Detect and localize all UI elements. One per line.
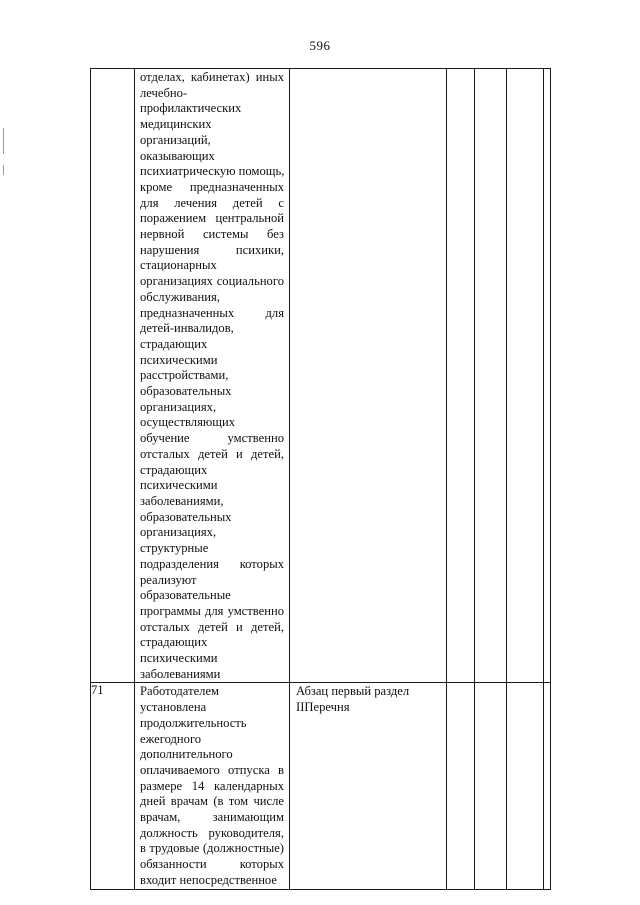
text-line: Перечня <box>304 700 350 715</box>
reference-cell <box>290 683 447 889</box>
text-line: страдающих <box>140 462 208 477</box>
text-line: заболеваниями, <box>140 493 224 508</box>
text-line: программы для умственно <box>140 603 284 618</box>
text-line: реализуют <box>140 572 197 587</box>
text-line: для лечения детей с <box>140 195 284 210</box>
text-line: размере 14 календарных <box>140 778 284 793</box>
mark-cell-3 <box>507 69 544 683</box>
text-line: нарушения психики, <box>140 242 284 257</box>
text-line: установлена <box>140 700 207 715</box>
mark-cell-1 <box>447 69 475 683</box>
text-line: психическими <box>140 651 218 666</box>
text-line: организациях, <box>140 399 217 414</box>
text-line: ежегодного <box>140 731 202 746</box>
mark-cell-4 <box>544 683 551 889</box>
text-line: лечебно- <box>140 85 188 100</box>
scan-edge-mark <box>3 165 4 175</box>
text-line: предназначенных для <box>140 305 284 320</box>
text-line: кроме предназначенных <box>140 179 284 194</box>
row-number-cell <box>91 69 135 683</box>
text-line: детей-инвалидов, <box>140 321 234 336</box>
text-line: Абзац первый раздел II <box>296 684 410 715</box>
text-line: психическими <box>140 352 218 367</box>
text-line: врачам, занимающим <box>140 810 284 825</box>
mark-cell-4 <box>544 69 551 683</box>
text-line: дней врачам (в том числе <box>140 794 284 809</box>
text-line: должность руководителя, <box>140 825 284 840</box>
text-line: отсталых детей и детей, <box>140 446 284 461</box>
requirement-text-cell <box>135 69 290 683</box>
text-line: страдающих <box>140 336 208 351</box>
text-line: структурные <box>140 541 209 556</box>
text-line: психическими <box>140 478 218 493</box>
text-line: входит непосредственное <box>140 872 277 887</box>
text-line: в трудовые (должностные) <box>140 841 284 856</box>
reference-cell <box>290 69 447 683</box>
row-number-cell: 71 <box>91 683 135 889</box>
text-line: страдающих <box>140 635 208 650</box>
text-line: оказывающих <box>140 148 215 163</box>
requirement-text-cell <box>135 683 290 889</box>
text-line: психиатрическую помощь, <box>140 164 285 179</box>
mark-cell-3 <box>507 683 544 889</box>
text-line: отсталых детей и детей, <box>140 619 284 634</box>
text-line: образовательных <box>140 509 232 524</box>
requirements-table <box>90 68 551 890</box>
scan-edge-mark <box>3 128 4 154</box>
text-line: профилактических <box>140 101 242 116</box>
text-line: обязанности которых <box>140 857 284 872</box>
mark-cell-1 <box>447 683 475 889</box>
text-line: поражением центральной <box>140 211 284 226</box>
text-line: обслуживания, <box>140 289 220 304</box>
text-line: отделах, кабинетах) иных <box>140 70 284 84</box>
page-number: 596 <box>309 38 331 53</box>
text-line: оплачиваемого отпуска в <box>140 762 284 777</box>
text-line: осуществляющих <box>140 415 236 430</box>
mark-cell-2 <box>475 69 507 683</box>
table-row <box>91 683 551 889</box>
text-line: организациях, <box>140 525 217 540</box>
text-line: расстройствами, <box>140 368 229 383</box>
text-line: дополнительного <box>140 747 233 762</box>
text-line: стационарных <box>140 258 217 273</box>
text-line: заболеваниями <box>140 666 221 681</box>
text-line: организациях социального <box>140 274 284 289</box>
text-line: образовательных <box>140 384 232 399</box>
text-line: обучение умственно <box>140 431 284 446</box>
text-line: организаций, <box>140 132 211 147</box>
text-line: нервной системы без <box>140 227 284 242</box>
text-line: Работодателем <box>140 684 220 699</box>
text-line: продолжительность <box>140 715 247 730</box>
text-line: подразделения которых <box>140 556 284 571</box>
table-row <box>91 69 551 683</box>
mark-cell-2 <box>475 683 507 889</box>
text-line: медицинских <box>140 117 212 132</box>
text-line: образовательные <box>140 588 231 603</box>
